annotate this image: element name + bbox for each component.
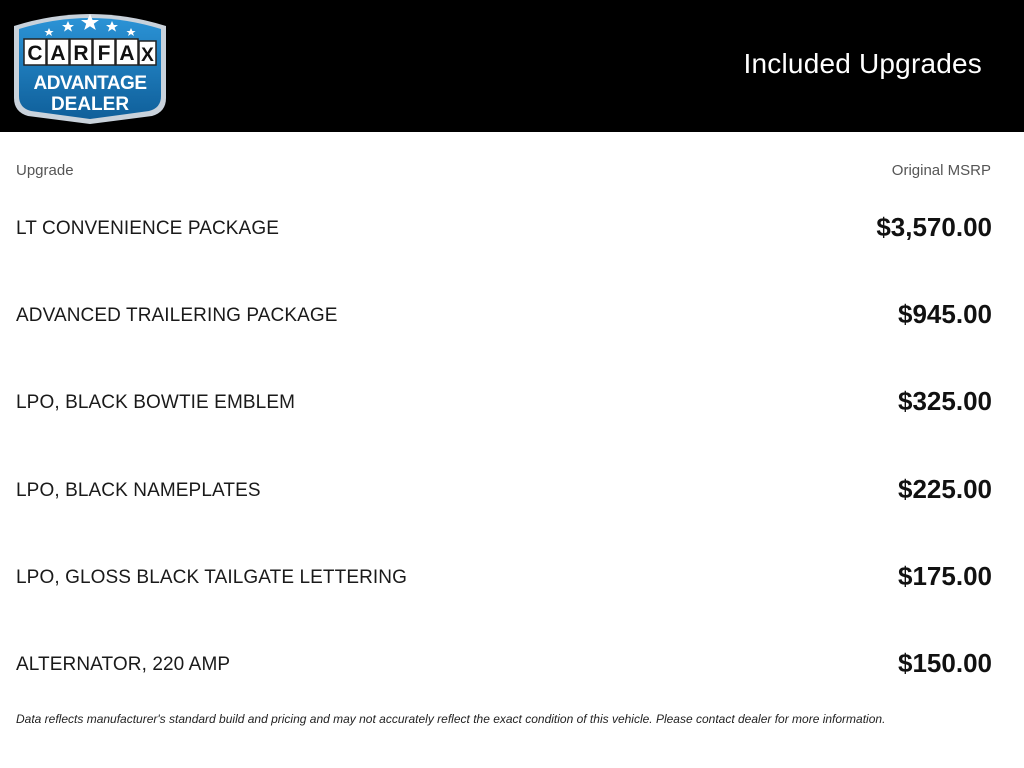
upgrade-name: LT CONVENIENCE PACKAGE: [16, 218, 279, 239]
carfax-badge-icon: [8, 8, 172, 126]
svg-text:A: A: [50, 42, 66, 65]
list-item: [0, 196, 1024, 283]
column-header-upgrade: Upgrade: [16, 162, 74, 179]
upgrade-price: $3,570.00: [876, 212, 992, 242]
column-header-original-msrp: Original MSRP: [891, 162, 991, 179]
list-item: [0, 283, 1024, 370]
svg-text:ADVANTAGE: ADVANTAGE: [33, 73, 147, 94]
list-item: [0, 632, 1024, 719]
svg-text:A: A: [119, 42, 135, 65]
disclaimer-text: Data reflects manufacturer's standard build and pricing and may not accurately reflect the exact condition of this vehicle. Please contact dealer for more information.: [16, 712, 886, 726]
upgrade-name: LPO, GLOSS BLACK TAILGATE LETTERING: [16, 566, 408, 588]
upgrade-price: $225.00: [898, 473, 992, 504]
upgrade-price: $175.00: [898, 560, 992, 591]
carfax-advantage-dealer-logo: [8, 8, 172, 126]
svg-text:C: C: [27, 42, 43, 65]
upgrade-name: LPO, BLACK BOWTIE EMBLEM: [16, 392, 296, 414]
list-item: [0, 545, 1024, 632]
svg-text:DEALER: DEALER: [50, 94, 130, 115]
upgrade-price: $945.00: [898, 299, 992, 330]
list-item: [0, 458, 1024, 545]
list-item: [0, 370, 1024, 457]
upgrade-name: LPO, BLACK NAMEPLATES: [16, 479, 261, 501]
upgrade-name: ALTERNATOR, 220 AMP: [16, 653, 231, 675]
upgrade-name: ADVANCED TRAILERING PACKAGE: [16, 305, 338, 327]
upgrades-list: [0, 196, 1024, 719]
upgrade-price: $150.00: [898, 647, 992, 678]
header-bar: [0, 0, 1024, 132]
page-title: Included Upgrades: [743, 48, 982, 79]
svg-text:F: F: [97, 42, 111, 65]
svg-text:X: X: [141, 45, 154, 66]
svg-text:R: R: [73, 42, 89, 65]
upgrade-price: $325.00: [898, 386, 992, 417]
